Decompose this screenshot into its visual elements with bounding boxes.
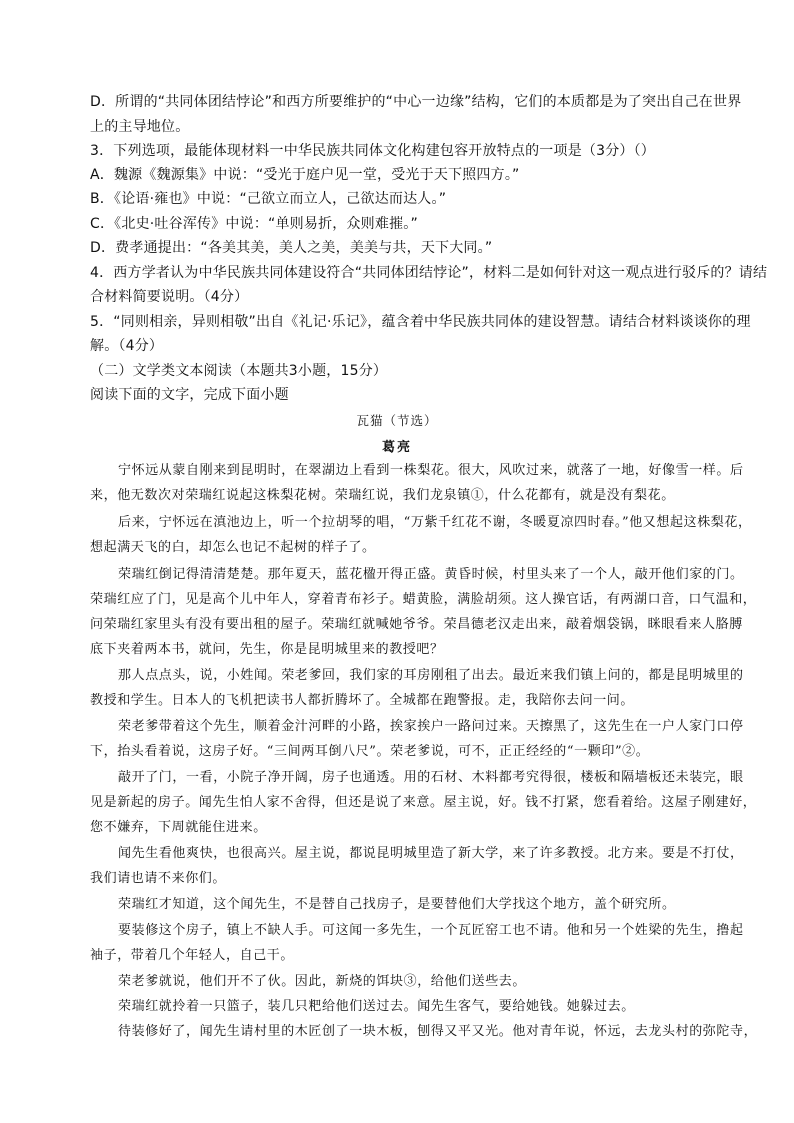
- story-line: 见是新起的房子。闻先生怕人家不舍得，但还是说了来意。屋主说，好。钱不打紧，您看着给。这屋子刚建好，: [90, 795, 757, 810]
- story-line: 来，他无数次对荣瑞红说起这株梨花树。荣瑞红说，我们龙泉镇①，什么花都有，就是没有梨花。: [90, 488, 675, 503]
- story-line: 袖子，带着几个年轻人，自己干。: [90, 948, 295, 963]
- question-4-line-1: 4．西方学者认为中华民族共同体建设符合“共同体团结悖论”，材料二是如何针对这一观点进行驳斥的？请结: [90, 265, 768, 281]
- story-line: 荣瑞红倒记得清清楚楚。那年夏天，蓝花楹开得正盛。黄昏时候，村里头来了一个人，敲开他们家的门。: [118, 567, 744, 582]
- question-5-line-1: 5．“同则相亲，异则相敬”出自《礼记·乐记》，蕴含着中华民族共同体的建设智慧。请结合材料谈谈你的理: [90, 314, 751, 330]
- question-2-option-d-line-1: D．所谓的“共同体团结悖论”和西方所要维护的“中心一边缘”结构，它们的本质都是为了突出自己在世界: [90, 94, 742, 110]
- story-line: 荣瑞红才知道，这个闻先生，不是替自己找房子，是要替他们大学找这个地方，盖个研究所。: [118, 897, 676, 912]
- story-line: 您不嫌弃，下周就能住进来。: [90, 820, 267, 835]
- story-line: 我们请也请不来你们。: [90, 871, 227, 886]
- story-line: 那人点点头，说，小姓闻。荣老爹回，我们家的耳房刚租了出去。最近来我们镇上问的，都是昆明城里的: [118, 668, 744, 683]
- story-line: 后来，宁怀远在滇池边上，听一个拉胡琴的唱，“万紫千红花不谢，冬暖夏凉四时春。”他又想起这株梨花，: [118, 515, 752, 530]
- story-line: 荣老爹带着这个先生，顺着金汁河畔的小路，挨家挨户一路问过来。天擦黑了，这先生在一户人家门口停: [118, 719, 744, 734]
- story-line: 教授和学生。日本人的飞机把读书人都折腾坏了。全城都在跑警报。走，我陪你去问一问。: [90, 693, 635, 708]
- story-author: 葛亮: [381, 440, 412, 455]
- section-heading: （二）文学类文本阅读（本题共3小题，15分）: [90, 363, 388, 379]
- question-3-option-b: B．《论语·雍也》中说：“己欲立而立人，己欲达而达人。”: [90, 191, 447, 207]
- story-line: 敲开了门，一看，小院子净开阔，房子也通透。用的石材、木料都考究得很，楼板和隔墙板还未装完，眼: [118, 770, 744, 785]
- question-3-option-c: C．《北史·吐谷浑传》中说：“单则易折，众则难摧。”: [90, 216, 418, 232]
- story-line: 要装修这个房子，镇上不缺人手。可这闻一多先生，一个瓦匠窑工也不请。他和另一个姓梁的先生，撸起: [118, 923, 744, 938]
- story-line: 下，抬头看着说，这房子好。“三间两耳倒八尺”。荣老爹说，可不，正正经经的“一颗印”②。: [90, 744, 650, 759]
- story-line: 闻先生看他爽快，也很高兴。屋主说，都说昆明城里造了新大学，来了许多教授。北方来。要是不打仗，: [118, 846, 744, 861]
- section-instruction: 阅读下面的文字，完成下面小题: [90, 387, 289, 403]
- story-line: 问荣瑞红家里头有没有要出租的屋子。荣瑞红就喊她爷爷。荣昌德老汉走出来，敲着烟袋锅，眯眼看来人胳膊: [90, 617, 743, 632]
- question-3-option-a: A．魏源《魏源集》中说：“受光于庭户见一堂，受光于天下照四方。”: [90, 167, 520, 183]
- story-line: 想起满天飞的白，却怎么也记不起树的样子了。: [90, 540, 376, 555]
- question-3-stem: 3．下列选项，最能体现材料一中华民族共同体文化构建包容开放特点的一项是（3分）（）: [90, 143, 656, 159]
- question-2-option-d-line-2: 上的主导地位。: [90, 119, 190, 135]
- story-title: 瓦猫（节选）: [356, 413, 438, 428]
- question-5-line-2: 解。（4分）: [90, 338, 164, 354]
- question-4-line-2: 合材料简要说明。（4分）: [90, 289, 249, 305]
- question-3-option-d: D．费孝通提出：“各美其美，美人之美，美美与共，天下大同。”: [90, 240, 493, 256]
- story-line: 荣瑞红就拎着一只篮子，装几只粑给他们送过去。闻先生客气，要给她钱。她躲过去。: [118, 999, 635, 1014]
- story-line: 宁怀远从蒙自刚来到昆明时，在翠湖边上看到一株梨花。很大，风吹过来，就落了一地，好像雪一样。后: [118, 463, 744, 478]
- story-line: 荣老爹就说，他们开不了伙。因此，新烧的饵块③，给他们送些去。: [118, 974, 527, 989]
- story-line: 荣瑞红应了门，见是高个儿中年人，穿着青布衫子。蜡黄脸，满脸胡须。这人操官话，有两湖口音，口气温和，: [90, 592, 757, 607]
- story-line: 待装修好了，闻先生请村里的木匠创了一块木板，刨得又平又光。他对青年说，怀远，去龙头村的弥陀寺，: [118, 1024, 758, 1039]
- story-line: 底下夹着两本书，就问，先生，你是昆明城里来的教授吧？: [90, 642, 444, 657]
